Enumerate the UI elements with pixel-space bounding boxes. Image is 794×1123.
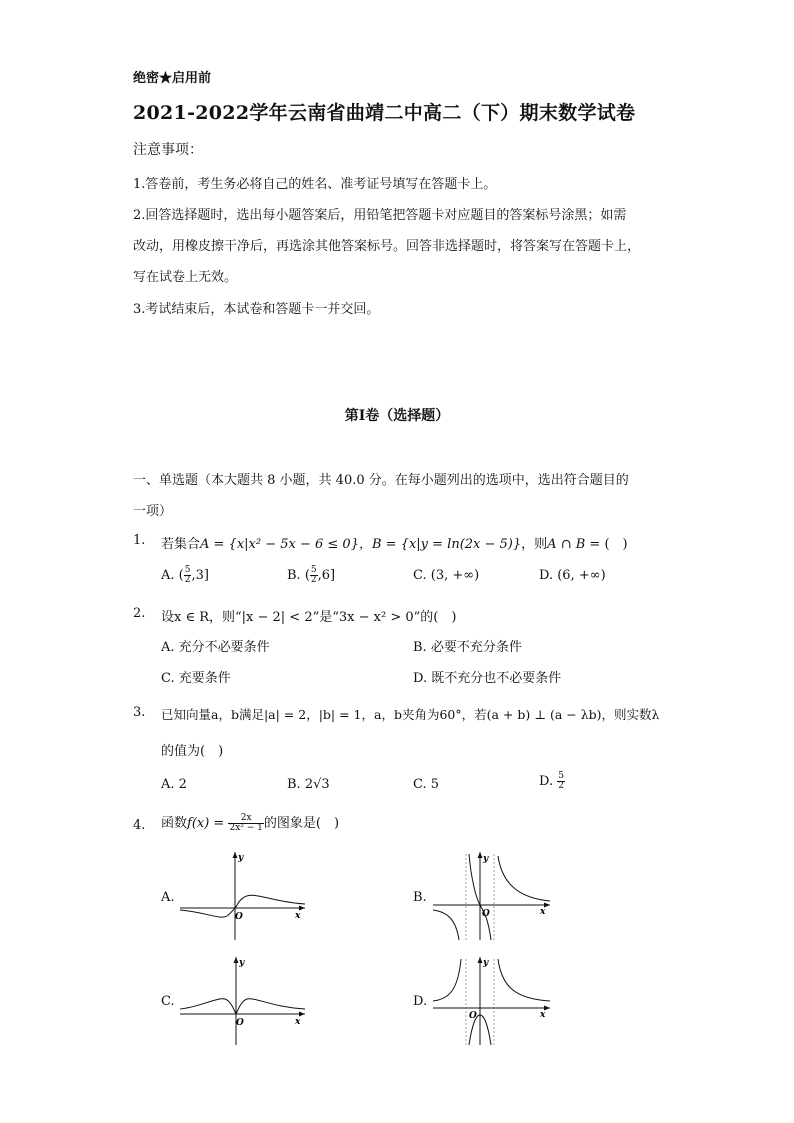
x-axis-arrow (299, 1012, 305, 1017)
option-label: D. (413, 671, 428, 686)
y-axis-label: y (239, 958, 245, 968)
option-d[interactable]: D. (413, 994, 428, 1009)
question-number: 4. (133, 818, 146, 833)
option-a[interactable] (161, 566, 209, 585)
part-heading: 一、单选题（本大题共 8 小题，共 40.0 分。在每小题列出的选项中，选出符合题目的 (133, 473, 629, 488)
question-4-text (161, 812, 339, 833)
option-label: D. (539, 568, 554, 583)
curve-right (498, 856, 550, 901)
option-text: (3, +∞) (430, 568, 480, 583)
origin-label: O (482, 909, 490, 919)
option-b[interactable]: B. (413, 890, 427, 905)
option-label: B. (287, 568, 301, 583)
question-number: 1. (133, 533, 146, 548)
fraction-numerator: 5 (184, 565, 191, 575)
notice-item: 写在试卷上无效。 (133, 270, 238, 285)
option-d[interactable] (413, 667, 561, 686)
option-suffix: ,6] (317, 568, 336, 583)
question-1-text (161, 533, 628, 552)
option-prefix: ( (178, 568, 184, 583)
option-a[interactable] (161, 636, 270, 655)
question-text: ，则 (521, 537, 548, 552)
question-math: f(x) = (187, 816, 229, 831)
option-text: 充要条件 (178, 671, 231, 686)
option-c[interactable] (413, 568, 479, 583)
origin-label: O (469, 1011, 477, 1021)
fraction-denominator: 2 (310, 575, 317, 585)
option-c[interactable]: C. (161, 994, 175, 1009)
x-axis-label: x (295, 911, 301, 921)
origin-label: O (236, 1018, 244, 1028)
question-text: 已知向量a，b满足|a| = 2，|b| = 1，a，b夹角为60°，若(a + b) ⊥ (a − λb)，则实数λ (161, 707, 660, 722)
fraction-numerator: 2x (228, 814, 263, 824)
option-label: A. (161, 568, 175, 583)
fraction-denominator: 2x² − 1 (229, 823, 263, 833)
option-b[interactable] (287, 566, 335, 585)
y-axis-arrow (234, 957, 239, 963)
option-text: 2√3 (304, 777, 330, 792)
origin-label: O (235, 912, 243, 922)
fraction (557, 772, 565, 791)
notice-item: 1.答卷前，考生务必将自己的姓名、准考证号填写在答题卡上。 (133, 177, 497, 192)
option-suffix: ,3] (191, 568, 209, 583)
graph-d (428, 953, 553, 1049)
option-text: 2 (178, 777, 187, 792)
part-heading-cont: 一项） (133, 504, 173, 519)
y-axis-label: y (483, 958, 489, 968)
option-label: B. (287, 777, 301, 792)
graph-b (428, 848, 553, 944)
y-axis-arrow (233, 852, 238, 858)
graph-a (175, 848, 310, 944)
question-text: = ( ) (585, 537, 628, 552)
fraction (310, 566, 318, 585)
confidential-mark: 绝密★启用前 (133, 71, 212, 86)
option-text: 5 (430, 777, 440, 792)
notice-heading: 注意事项： (133, 142, 203, 158)
option-label: C. (161, 671, 175, 686)
option-a[interactable] (161, 777, 187, 792)
fraction (228, 814, 263, 833)
option-b[interactable] (413, 636, 522, 655)
option-text: 既不充分也不必要条件 (431, 671, 562, 686)
option-b[interactable] (287, 777, 330, 792)
question-number: 2. (133, 606, 146, 621)
fraction-denominator: 2 (184, 575, 191, 585)
question-text: 的图象是( ) (263, 816, 340, 831)
option-c[interactable] (161, 667, 231, 686)
notice-item: 2.回答选择题时，选出每小题答案后，用铅笔把答题卡对应题目的答案标号涂黑；如需 (133, 208, 627, 223)
option-c[interactable] (413, 777, 439, 792)
y-axis-label: y (483, 854, 489, 864)
y-axis-label: y (238, 853, 244, 863)
question-text: 设x ∈ R，则“|x − 2| < 2”是“3x − x² > 0”的( ) (161, 610, 457, 625)
notice-item: 改动，用橡皮擦干净后，再选涂其他答案标号。回答非选择题时，将答案写在答题卡上， (133, 239, 641, 254)
option-a[interactable]: A. (161, 890, 175, 905)
option-label: B. (413, 640, 427, 655)
graph-c (175, 953, 310, 1049)
question-text: 若集合 (161, 537, 201, 552)
section-title: 第I卷（选择题） (344, 408, 450, 424)
option-label: D. (539, 774, 554, 789)
exam-title: 2021-2022学年云南省曲靖二中高二（下）期末数学试卷 (133, 102, 636, 124)
curve-left (433, 910, 459, 940)
y-axis-arrow (478, 957, 483, 963)
option-d[interactable] (539, 772, 565, 791)
curve-right (498, 959, 550, 1001)
option-text: 必要不充分条件 (430, 640, 522, 655)
curve-left (433, 959, 461, 1001)
question-math: A = {x|x² − 5x − 6 ≤ 0}，B = {x|y = ln(2x − 5)} (200, 537, 522, 552)
y-axis-arrow (478, 852, 483, 858)
fraction-denominator: 2 (558, 781, 564, 791)
fraction-numerator: 5 (310, 565, 317, 575)
question-text: 函数 (161, 816, 188, 831)
x-axis-label: x (540, 1010, 546, 1020)
option-prefix: ( (304, 568, 310, 583)
question-text-cont: 的值为( ) (161, 744, 224, 759)
x-axis-arrow (299, 906, 305, 911)
notice-item: 3.考试结束后，本试卷和答题卡一并交回。 (133, 302, 380, 317)
option-label: A. (161, 777, 175, 792)
curve (180, 999, 305, 1014)
x-axis-label: x (295, 1017, 301, 1027)
x-axis-label: x (540, 907, 546, 917)
option-text: 充分不必要条件 (178, 640, 270, 655)
option-label: C. (413, 568, 427, 583)
option-d[interactable] (539, 568, 606, 583)
fraction-numerator: 5 (558, 771, 564, 781)
option-text: (6, +∞) (557, 568, 606, 583)
option-label: C. (413, 777, 427, 792)
option-label: A. (161, 640, 175, 655)
question-math: A ∩ B (547, 537, 586, 552)
question-number: 3. (133, 705, 146, 720)
